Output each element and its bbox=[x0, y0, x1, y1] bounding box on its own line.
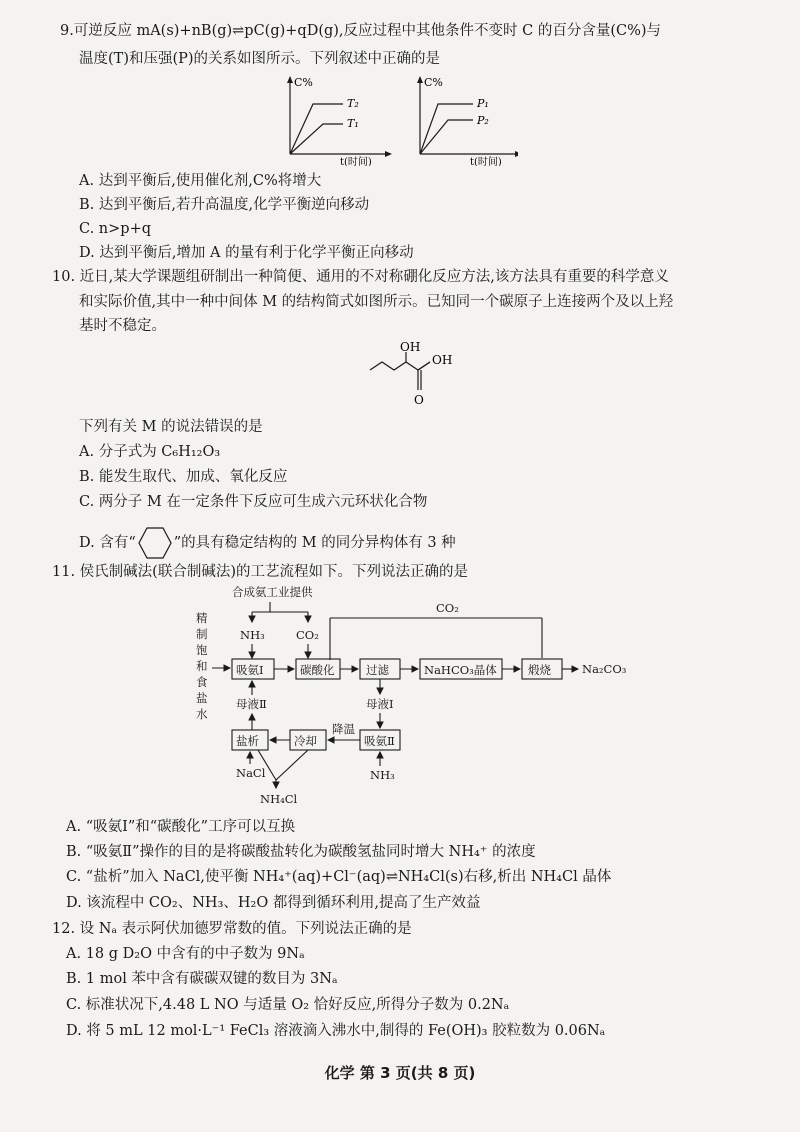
flow-absorb1: 吸氨Ⅰ bbox=[236, 663, 264, 677]
q11-option-d: D. 该流程中 CO₂、NH₃、H₂O 都得到循环利用,提高了生产效益 bbox=[66, 895, 481, 911]
q9-g1-xlabel: t(时间) bbox=[340, 157, 372, 166]
flow-cooling-label: 降温 bbox=[332, 722, 355, 736]
flow-salting: 盐析 bbox=[236, 734, 259, 748]
q9-g1-ylabel: C% bbox=[294, 76, 313, 89]
q10-stem-line2: 和实际价值,其中一种中间体 M 的结构简式如图所示。已知同一个碳原子上连接两个及以上羟 bbox=[79, 294, 674, 310]
q10-option-d-pre: D. 含有“ bbox=[79, 535, 136, 551]
q10-option-c: C. 两分子 M 在一定条件下反应可生成六元环状化合物 bbox=[79, 494, 428, 510]
q10-option-b: B. 能发生取代、加成、氧化反应 bbox=[79, 469, 288, 485]
q10-oh-right: OH bbox=[432, 353, 453, 367]
flow-calcine: 煅烧 bbox=[528, 663, 551, 677]
svg-text:制: 制 bbox=[196, 627, 208, 641]
flow-mother1: 母液Ⅰ bbox=[366, 697, 394, 711]
svg-text:水: 水 bbox=[196, 707, 208, 721]
flow-co2-top: CO₂ bbox=[296, 628, 319, 642]
q9-option-b: B. 达到平衡后,若升高温度,化学平衡逆向移动 bbox=[79, 197, 370, 213]
q12-option-c: C. 标准状况下,4.48 L NO 与适量 O₂ 恰好反应,所得分子数为 0.2Nₐ bbox=[66, 997, 510, 1013]
flow-carbonate: 碳酸化 bbox=[300, 663, 335, 677]
q11-option-c: C. “盐析”加入 NaCl,使平衡 NH₄⁺(aq)+Cl⁻(aq)⇌NH₄Cl(s)右移,析出 NH₄Cl 晶体 bbox=[66, 869, 612, 885]
q9-g2-xlabel: t(时间) bbox=[470, 157, 502, 166]
q9-stem-line2: 温度(T)和压强(P)的关系如图所示。下列叙述中正确的是 bbox=[79, 51, 441, 67]
q12-option-d: D. 将 5 mL 12 mol·L⁻¹ FeCl₃ 溶液滴入沸水中,制得的 Fe(OH)₃ 胶粒数为 0.06Nₐ bbox=[66, 1023, 606, 1039]
flow-product: Na₂CO₃ bbox=[582, 662, 627, 676]
q10-option-a: A. 分子式为 C₆H₁₂O₃ bbox=[79, 444, 221, 460]
flow-co2-recycle: CO₂ bbox=[436, 601, 459, 615]
q9-g2-curve-hi: P₁ bbox=[477, 97, 489, 110]
q10-option-d bbox=[79, 526, 456, 560]
flow-nh3-bottom: NH₃ bbox=[370, 768, 395, 782]
q9-g2-ylabel: C% bbox=[424, 76, 443, 89]
flow-cool: 冷却 bbox=[294, 734, 317, 748]
flow-nacl: NaCl bbox=[236, 766, 266, 780]
q10-oh-top: OH bbox=[400, 340, 421, 354]
q9-option-c: C. n>p+q bbox=[79, 221, 151, 237]
q10-o-bottom: O bbox=[414, 393, 424, 407]
svg-text:精: 精 bbox=[196, 611, 208, 625]
flow-absorb2: 吸氨Ⅱ bbox=[364, 734, 395, 748]
q9-g1-curve-hi: T₂ bbox=[347, 97, 359, 110]
q10-stem-line1: 10. 近日,某大学课题组研制出一种简便、通用的不对称硼化反应方法,该方法具有重要的科学意义 bbox=[52, 269, 669, 285]
flow-nh3-top: NH₃ bbox=[240, 628, 265, 642]
q12-option-b: B. 1 mol 苯中含有碳碳双键的数目为 3Nₐ bbox=[66, 971, 338, 987]
q11-flowchart bbox=[190, 582, 630, 808]
q12-option-a: A. 18 g D₂O 中含有的中子数为 9Nₐ bbox=[66, 946, 305, 962]
svg-text:和: 和 bbox=[196, 659, 208, 673]
flow-source: 合成氨工业提供 bbox=[232, 585, 313, 599]
q9-graph-temperature bbox=[287, 76, 392, 166]
flow-crystal: NaHCO₃晶体 bbox=[424, 663, 497, 677]
q10-prompt: 下列有关 M 的说法错误的是 bbox=[79, 419, 263, 435]
q11-option-a: A. “吸氨Ⅰ”和“碳酸化”工序可以互换 bbox=[66, 819, 296, 835]
q9-stem-line1: 9.可逆反应 mA(s)+nB(g)⇌pC(g)+qD(g),反应过程中其他条件不变时 C 的百分含量(C%)与 bbox=[60, 23, 662, 39]
q9-option-d: D. 达到平衡后,增加 A 的量有利于化学平衡正向移动 bbox=[79, 245, 414, 261]
flow-feed bbox=[196, 611, 208, 721]
flow-filter: 过滤 bbox=[366, 663, 389, 677]
q10-option-d-post: ”的具有稳定结构的 M 的同分异构体有 3 种 bbox=[173, 535, 456, 551]
q9-graph-pressure bbox=[417, 76, 518, 166]
flow-mother2: 母液Ⅱ bbox=[236, 697, 267, 711]
q10-stem-line3: 基时不稳定。 bbox=[79, 318, 166, 334]
q11-stem: 11. 侯氏制碱法(联合制碱法)的工艺流程如下。下列说法正确的是 bbox=[52, 564, 468, 580]
q9-g1-curve-lo: T₁ bbox=[347, 117, 359, 130]
hexagon-icon bbox=[138, 526, 172, 560]
page-footer: 化学 第 3 页(共 8 页) bbox=[324, 1064, 476, 1082]
svg-text:盐: 盐 bbox=[196, 691, 208, 705]
q12-stem: 12. 设 Nₐ 表示阿伏加德罗常数的值。下列说法正确的是 bbox=[52, 921, 412, 937]
q10-structure bbox=[366, 340, 486, 416]
svg-text:食: 食 bbox=[196, 675, 208, 689]
q9-graphs bbox=[278, 74, 518, 166]
svg-text:饱: 饱 bbox=[196, 643, 208, 657]
q9-g2-curve-lo: P₂ bbox=[477, 114, 489, 127]
flow-nh4cl: NH₄Cl bbox=[260, 792, 298, 806]
q11-option-b: B. “吸氨Ⅱ”操作的目的是将碳酸盐转化为碳酸氢盐同时增大 NH₄⁺ 的浓度 bbox=[66, 844, 536, 860]
q9-option-a: A. 达到平衡后,使用催化剂,C%将增大 bbox=[79, 173, 322, 189]
